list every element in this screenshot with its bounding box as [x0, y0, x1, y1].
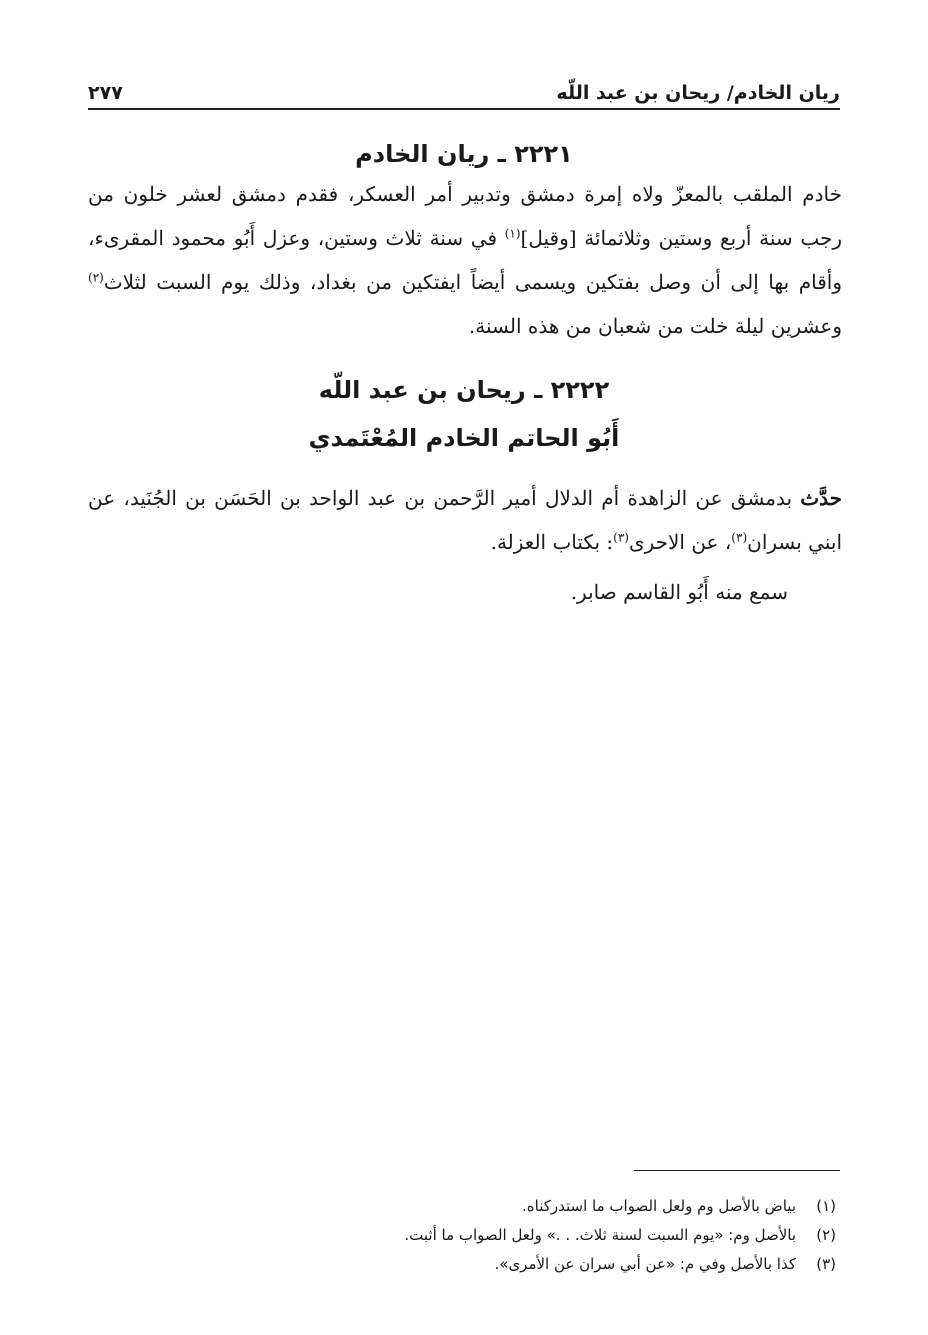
footnote-item	[100, 1250, 836, 1279]
footnote-number: (٢)	[816, 1226, 836, 1244]
entry-2221-text	[88, 172, 842, 348]
entry-2222-body-cont: ، عن الاحرى	[628, 530, 732, 554]
entry-2221-body-cont: في سنة ثلاث وستين، وعزل أَبُو محمود المقرىء، وأقام بها إلى أن وصل بفتكين ويسمى أيضاً ايفتكين من بغداد، وذلك يوم السبت لثلاث	[88, 226, 842, 294]
running-title: ريان الخادم/ ريحان بن عبد اللّه	[556, 82, 840, 104]
footnote-divider	[634, 1170, 840, 1171]
entry-2222-listener: سمع منه أَبُو القاسم صابر.	[570, 580, 788, 604]
footnote-number: (١)	[816, 1197, 836, 1215]
entry-2221-body-end: وعشرين ليلة خلت من شعبان من هذه السنة.	[468, 314, 842, 338]
footnote-ref-3a: (٣)	[731, 530, 748, 545]
footnote-number: (٣)	[816, 1255, 836, 1273]
entry-2222-body-end: : بكتاب العزلة.	[490, 530, 614, 554]
entry-heading-2222: ٢٢٢٢ ـ ريحان بن عبد اللّه	[318, 376, 610, 404]
entry-2222-body: بدمشق عن الزاهدة أم الدلال أمير الرَّحمن بن عبد الواحد بن الحَسَن بن الجُنَيد، عن ابني بسران	[88, 486, 842, 554]
entry-2222-lead: حدَّث	[800, 486, 842, 510]
footnote-text: كذا بالأصل وفي م: «عن أبي سران عن الأمرى».	[494, 1255, 796, 1273]
footnote-text: بالأصل وم: «يوم السبت لسنة ثلاث. . .» ولعل الصواب ما أثبت.	[404, 1226, 796, 1244]
entry-2221-body: خادم الملقب بالمعزّ ولاه إمرة دمشق وتدبير أمر العسكر، فقدم دمشق لعشر خلون من رجب سنة أربع وستين وثلاثمائة [وقيل]	[88, 182, 843, 250]
footnote-ref-3b: (٣)	[613, 530, 629, 545]
footnote-ref-2: (٢)	[88, 270, 104, 285]
footnote-ref-1: (١)	[504, 226, 521, 241]
entry-heading-2221: ٢٢٢١ ـ ريان الخادم	[355, 140, 573, 168]
footnote-item	[100, 1192, 836, 1221]
page-number: ٢٧٧	[88, 82, 123, 104]
footnotes	[100, 1192, 836, 1279]
entry-subheading-2222: أَبُو الحاتم الخادم المُعْتَمدي	[308, 424, 620, 452]
page-header	[88, 70, 840, 110]
footnote-item	[100, 1221, 836, 1250]
footnote-text: بياض بالأصل وم ولعل الصواب ما استدركناه.	[522, 1197, 796, 1215]
entry-2222-text	[88, 476, 842, 564]
